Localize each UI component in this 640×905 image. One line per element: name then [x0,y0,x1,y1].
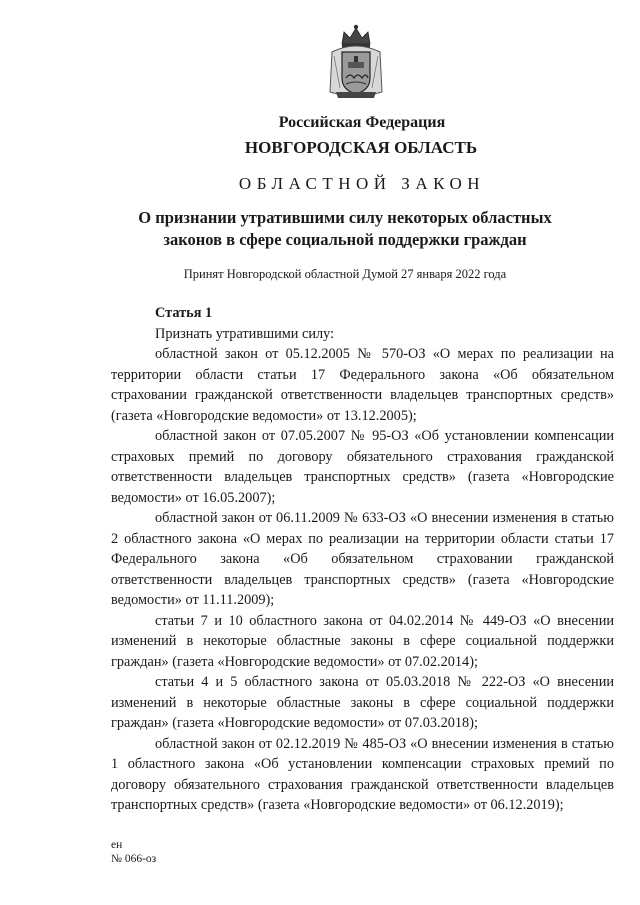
article-paragraph: статьи 7 и 10 областного закона от 04.02.2014 № 449-ОЗ «О внесении изменений в некоторые областные законы в сфере социальной поддержки граждан» (газета «Новгородские ведомости» от 07.02.2014); [111,612,614,670]
article-paragraph: областной закон от 07.05.2007 № 95-ОЗ «Об установлении компенсации страховых премий по договору обязательного страхования гражданской ответственности владельцев транспортных средств» (газета «Новгородские ведомости» от 16.05.2007); [111,428,614,506]
article-paragraph: статьи 4 и 5 областного закона от 05.03.2018 № 222-ОЗ «О внесении изменений в некоторые областные законы в сфере социальной поддержки граждан» (газета «Новгородские ведомости» от 07.03.2018); [111,674,614,731]
executor-initials: ен [111,839,123,851]
document-type: ОБЛАСТНОЙ ЗАКОН [238,174,486,193]
region-name: НОВГОРОДСКАЯ ОБЛАСТЬ [244,138,478,157]
law-title: О признании утратившими силу некоторых областных законов в сфере социальной поддержки граждан [138,208,552,249]
document-number: № 066-оз [111,853,157,865]
article-heading: Статья 1 [155,305,213,321]
article-paragraph: областной закон от 05.12.2005 № 570-ОЗ «О мерах по реализации на территории области статьи 17 Федерального закона «Об обязательном страховании гражданской ответственности владельцев транспортных средств» (газета «Новгородские ведомости» от 13.12.2005); [111,346,614,424]
article-paragraph: областной закон от 06.11.2009 № 633-ОЗ «О внесении изменения в статью 2 областного закона «О мерах по реализации на территории области статьи 17 Федерального закона «Об обязательном страховании гражданской ответственности владельцев транспортных средств» (газета «Новгородские ведомости» от 11.11.2009); [111,510,614,608]
novgorod-coat-of-arms-icon [326,22,386,102]
document-body [111,303,614,816]
country-name: Российская Федерация [278,114,446,131]
article-paragraph: областной закон от 02.12.2019 № 485-ОЗ «О внесении изменения в статью 1 областного закона «Об установлении компенсации страховых премий по договору обязательного страхования гражданской ответственности владельцев транспортных средств» (газета «Новгородские ведомости» от 06.12.2019); [111,735,614,813]
adoption-note: Принят Новгородской областной Думой 27 января 2022 года [183,267,507,281]
document-footer [111,838,156,866]
article-paragraph: Признать утратившими силу: [155,325,335,342]
